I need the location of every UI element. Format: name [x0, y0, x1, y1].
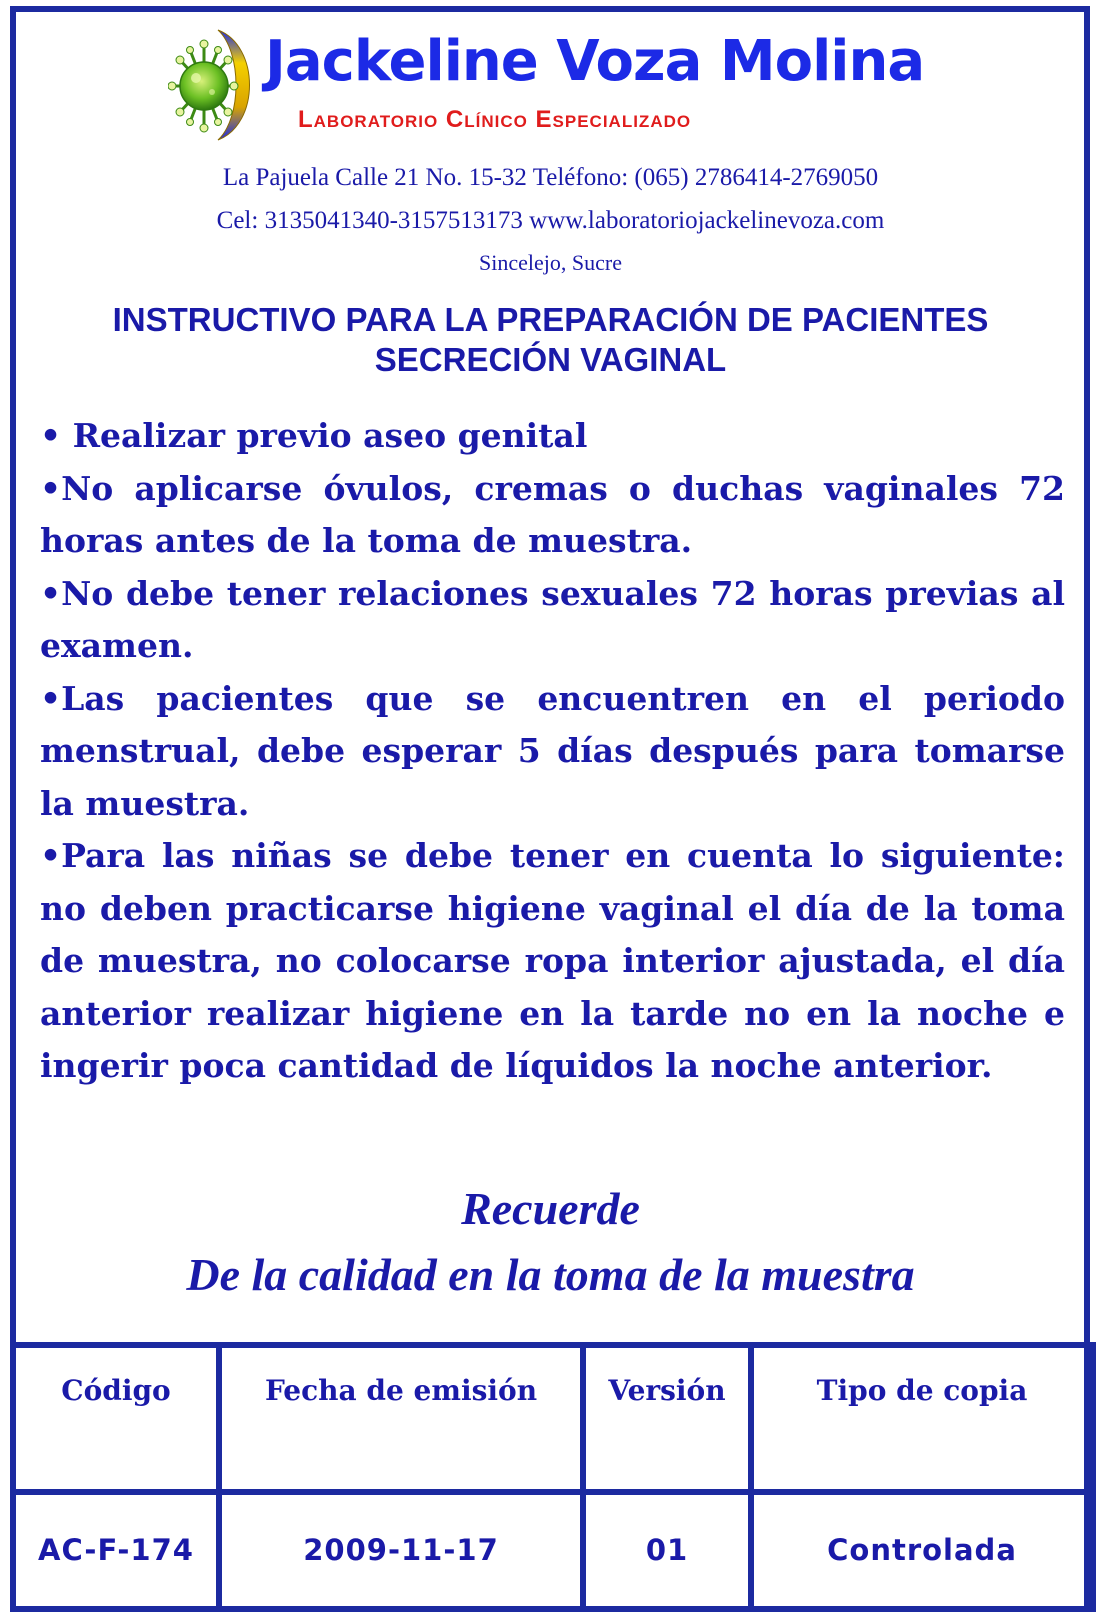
reminder-heading: Recuerde — [461, 1183, 640, 1234]
bullet-icon: • — [40, 836, 62, 875]
header-fecha-emision: Fecha de emisión — [219, 1345, 583, 1492]
instruction-item — [40, 673, 1065, 831]
bullet-icon: • — [40, 416, 73, 455]
contact-city: Sincelejo, Sucre — [479, 250, 622, 275]
header-codigo: Código — [13, 1345, 219, 1492]
value-tipo-copia: Controlada — [751, 1492, 1093, 1609]
header-version: Versión — [583, 1345, 751, 1492]
bullet-icon: • — [40, 678, 62, 718]
brand-name: Jackeline Voza Molina — [265, 29, 925, 94]
instruction-item — [40, 410, 1065, 463]
instructions-list — [40, 410, 1065, 1093]
instruction-text: Las pacientes que se encuentren en el periodo menstrual, debe esperar 5 días después para tomarse la muestra. — [40, 678, 1065, 823]
bullet-icon: • — [40, 573, 62, 613]
value-fecha-emision: 2009-11-17 — [219, 1492, 583, 1609]
instruction-item — [40, 463, 1065, 568]
value-codigo: AC-F-174 — [13, 1492, 219, 1609]
document-control-table — [10, 1342, 1096, 1612]
virus-logo-icon — [168, 26, 252, 144]
reminder-text: De la calidad en la toma de la muestra — [186, 1249, 915, 1300]
table-header-row — [13, 1345, 1093, 1492]
value-version: 01 — [583, 1492, 751, 1609]
bullet-icon: • — [40, 468, 62, 508]
table-row — [13, 1492, 1093, 1609]
instruction-text: Realizar previo aseo genital — [72, 416, 588, 455]
instruction-item — [40, 830, 1065, 1093]
instruction-text: No aplicarse óvulos, cremas o duchas vaginales 72 horas antes de la toma de muestra. — [40, 468, 1065, 560]
document-title: INSTRUCTIVO PARA LA PREPARACIÓN DE PACIENTES — [112, 301, 989, 338]
contact-address-phone: La Pajuela Calle 21 No. 15-32 Teléfono: (065) 2786414-2769050 — [222, 164, 879, 191]
instruction-text: Para las niñas se debe tener en cuenta lo siguiente: no deben practicarse higiene vaginal el día de la toma de muestra, no colocarse ropa interior ajustada, el día anterior realizar higiene en la tarde no en la noche e ingerir poca cantidad de líquidos la noche anterior. — [40, 836, 1065, 1085]
document-subtitle: SECRECIÓN VAGINAL — [374, 341, 727, 378]
header-tipo-copia: Tipo de copia — [751, 1345, 1093, 1492]
brand-subtitle: Laboratorio Clínico Especializado — [298, 106, 692, 133]
instruction-item — [40, 568, 1065, 673]
contact-cell-website: Cel: 3135041340-3157513173 www.laboratoriojackelinevoza.com — [216, 207, 885, 234]
instruction-text: No debe tener relaciones sexuales 72 horas previas al examen. — [40, 573, 1065, 665]
